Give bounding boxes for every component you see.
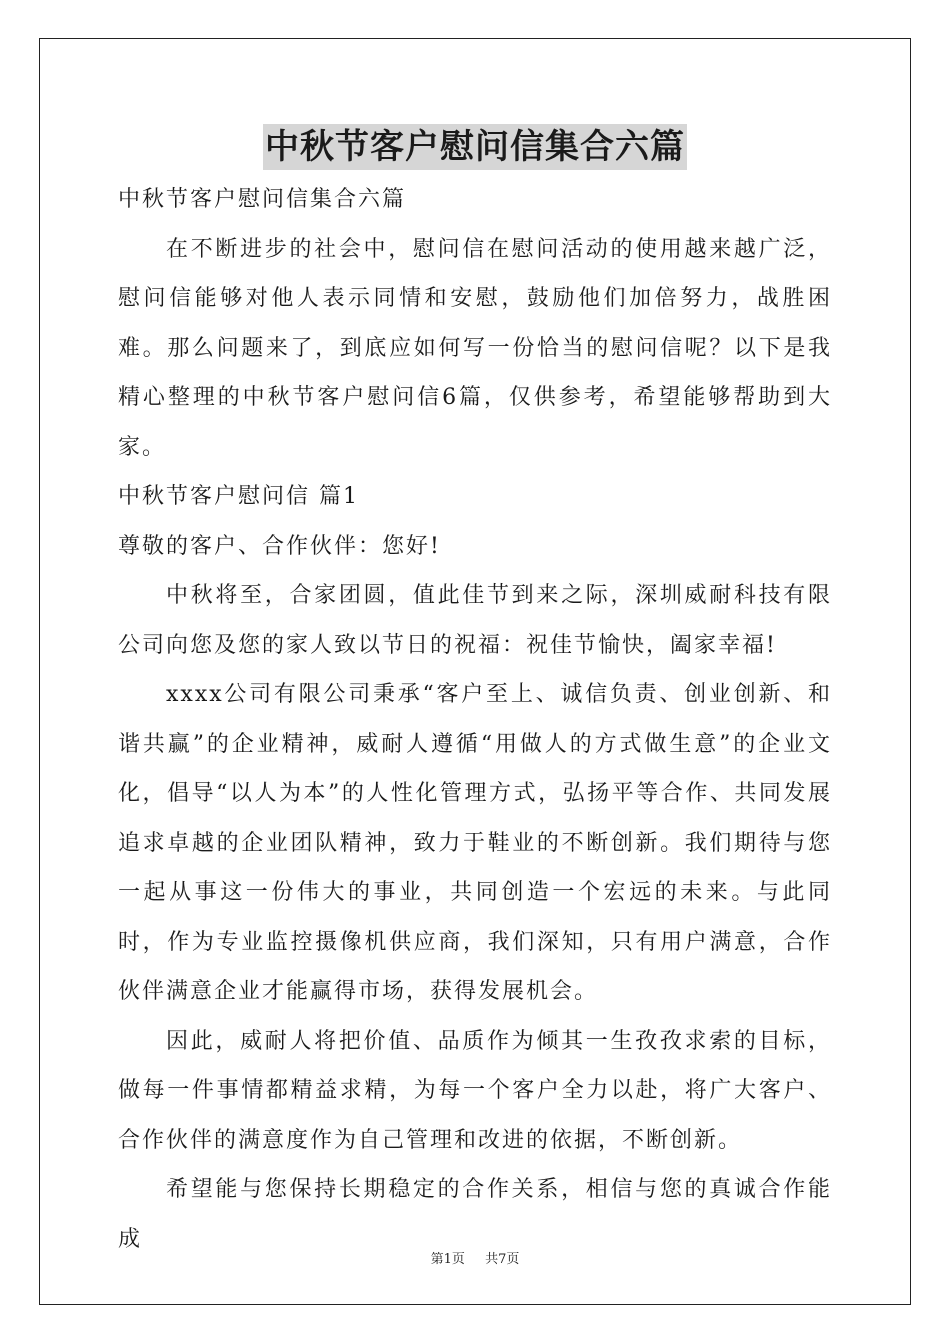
body-paragraph: 中秋将至，合家团圆，值此佳节到来之际，深圳威耐科技有限公司向您及您的家人致以节日的祝福：祝佳节愉快，阖家幸福! [118, 583, 832, 658]
subtitle-line: 中秋节客户慰问信集合六篇 [118, 187, 407, 212]
page-footer [0, 1248, 950, 1267]
page-total: 共7页 [485, 1252, 520, 1267]
section-heading: 中秋节客户慰问信 篇1 [118, 484, 359, 509]
body-paragraph: xxxx公司有限公司秉承“客户至上、诚信负责、创业创新、和谐共赢”的企业精神，威耐人遵循“用做人的方式做生意”的企业文化，倡导“以人为本”的人性化管理方式，弘扬平等合作、共同发展追求卓越的企业团队精神，致力于鞋业的不断创新。我们期待与您一起从事这一份伟大的事业，共同创造一个宏远的未来。与此同时，作为专业监控摄像机供应商，我们深知，只有用户满意，合作伙伴满意企业才能赢得市场，获得发展机会。 [118, 682, 832, 1004]
document-body [118, 175, 832, 1264]
page-number: 第1页 [430, 1252, 465, 1267]
document-title: 中秋节客户慰问信集合六篇 [263, 124, 687, 170]
body-paragraph: 希望能与您保持长期稳定的合作关系，相信与您的真诚合作能成 [118, 1177, 832, 1252]
intro-paragraph: 在不断进步的社会中，慰问信在慰问活动的使用越来越广泛，慰问信能够对他人表示同情和安慰，鼓励他们加倍努力，战胜困难。那么问题来了，到底应如何写一份恰当的慰问信呢？以下是我精心整理的中秋节客户慰问信6篇，仅供参考，希望能够帮助到大家。 [118, 236, 832, 460]
salutation: 尊敬的客户、合作伙伴：您好! [118, 533, 441, 559]
body-paragraph: 因此，威耐人将把价值、品质作为倾其一生孜孜求索的目标，做每一件事情都精益求精，为每一个客户全力以赴，将广大客户、合作伙伴的满意度作为自己管理和改进的依据，不断创新。 [118, 1028, 832, 1153]
title-container [0, 124, 950, 170]
